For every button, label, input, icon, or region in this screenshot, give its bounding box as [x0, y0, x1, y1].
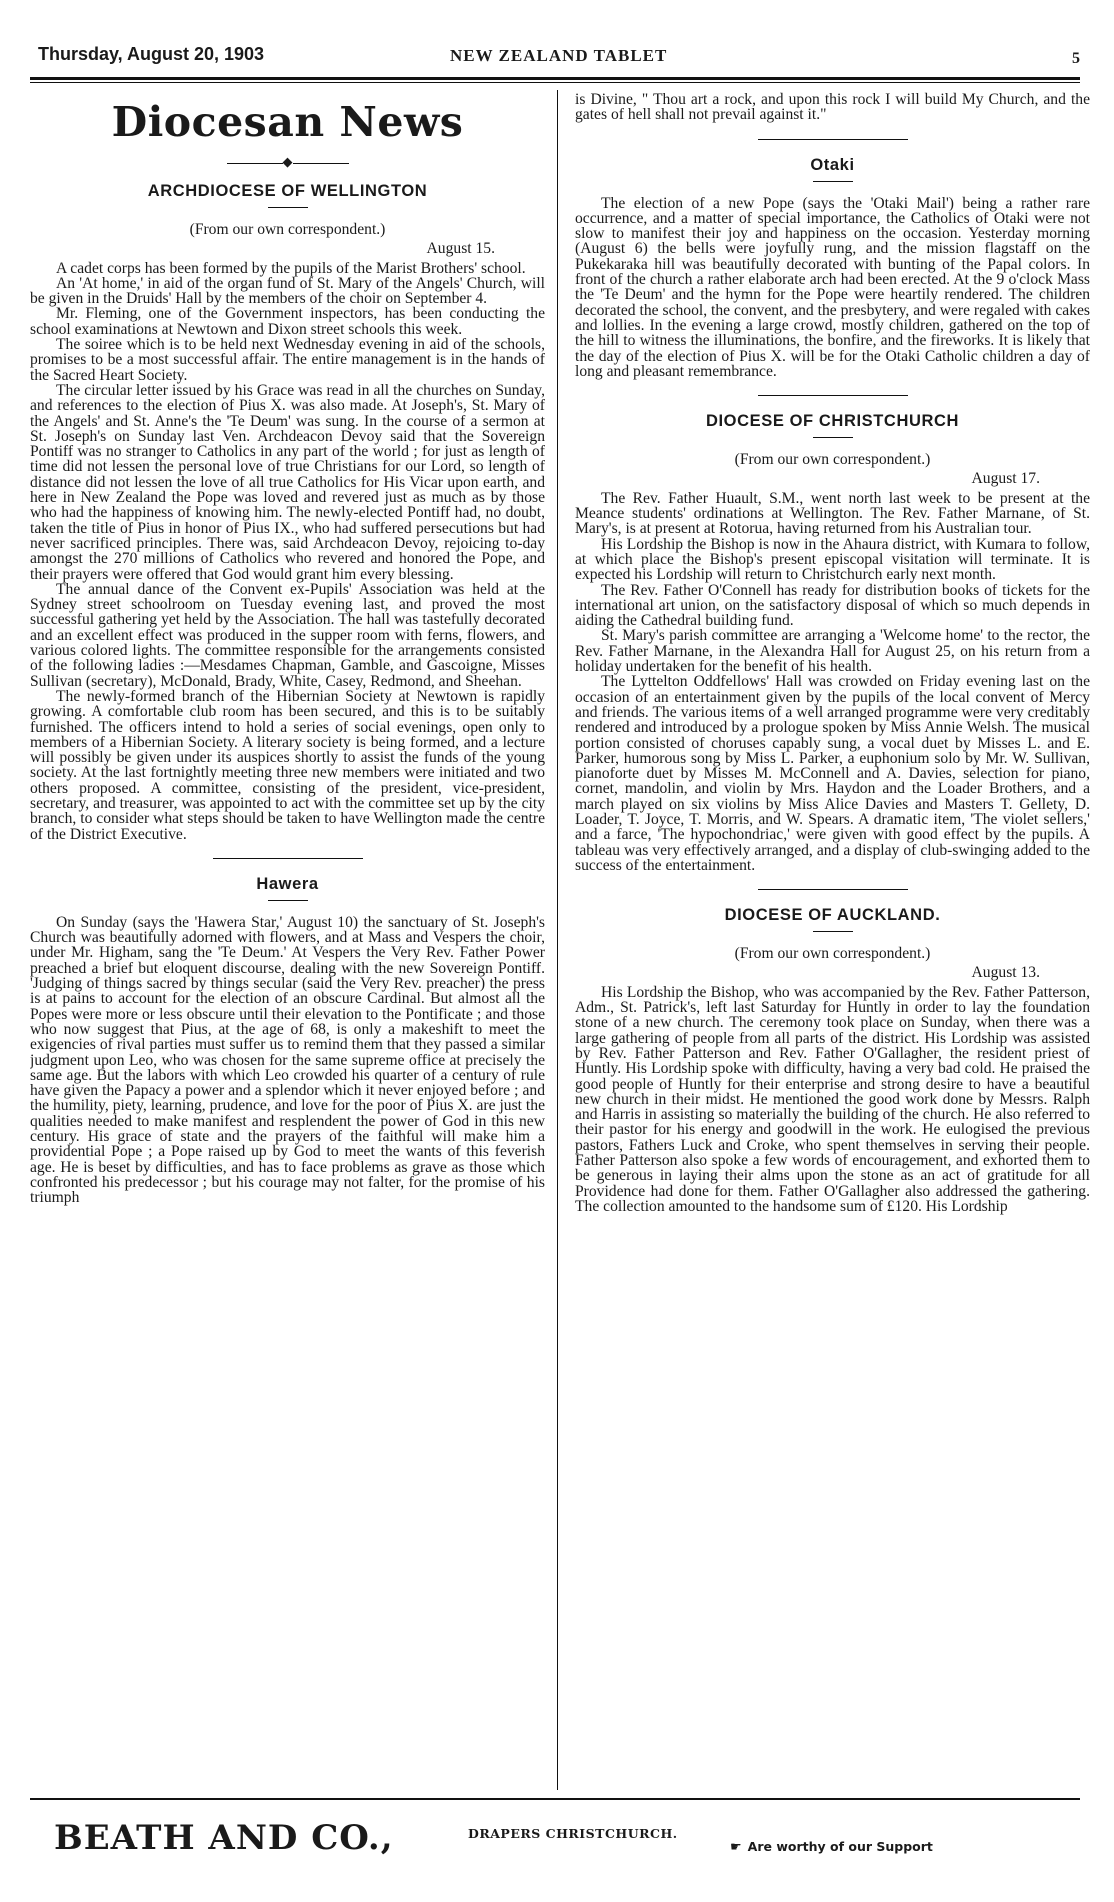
article-paragraph: His Lordship the Bishop is now in the Ahaura district, with Kumara to follow, at which place the Bishop's present episcopal visitation will terminate. It is expected his Lordship will return to Christchurch early next month. — [575, 535, 1090, 584]
article-paragraph: St. Mary's parish committee are arranging a 'Welcome home' to the rector, the Rev. Father Marnane, in the Alexandra Hall for August 25, on his return from a holiday undertaken for the benefit of his health. — [575, 627, 1090, 676]
header-rule-thick — [30, 77, 1080, 80]
heading-rule — [813, 931, 853, 932]
header-date: Thursday, August 20, 1903 — [38, 44, 265, 64]
section-heading: Hawera — [256, 874, 319, 893]
column-divider — [557, 90, 558, 1790]
section-otaki — [575, 156, 1090, 380]
section-separator — [758, 889, 908, 890]
heading-rule — [813, 437, 853, 438]
article-paragraph: The election of a new Pope (says the 'Otaki Mail') being a rather rare occurrence, and a matter of special importance, the Catholics of Otaki were not slow to manifest their joy and happiness on the occasion. Yesterday morning (August 6) the bells were joyfully rung, and the mission flagstaff on the Pukekaraka hill was beautifully decorated with bunting of the Papal colors. In front of the church a rather elaborate arch had been erected. At the 9 o'clock Mass the 'Te Deum' and the hymn for the Pope were heartily rendered. The children decorated the school, the convent, and the presbytery, and were regaled with cakes and lollies. In the evening a large crowd, mostly children, gathered on the top of the hill to witness the illuminations, the bonfire, and the fireworks. It is likely that the day of the election of Pius X. will be for the Otaki Catholic children a day of long and pleasant remembrance. — [575, 194, 1090, 380]
article-paragraph: The circular letter issued by his Grace was read in all the churches on Sunday, and references to the election of Pius X. was also made. At Joseph's, St. Mary of the Angels' and St. Anne's the 'Te Deum' was sung. In the course of a sermon at St. Joseph's on Sunday last Ven. Archdeacon Devoy said that the Sovereign Pontiff was no stranger to Catholics in any part of the world ; for just as length of time did not lessen the personal love of true Christians for our Lord, so length of distance did not lessen the love of all true Catholics for His Vicar upon earth, and here in New Zealand the Pope was loved and revered just as much as by those who had the happiness of knowing him. The newly-elected Pontiff had, no doubt, taken the title of Pius in honor of Pius IX., who had suffered persecutions but had never sacrificed principles. There was, said Archdeacon Devoy, rejoicing to-day amongst the 270 millions of Catholics who revered and honored the Pope, and their prayers were offered that God would grant him every blessing. — [30, 381, 545, 583]
correspondent-line: (From our own correspondent.) — [189, 221, 386, 238]
section-separator — [213, 858, 363, 859]
article-paragraph: The Rev. Father Huault, S.M., went north last week to be present at the Meance students' ordinations at Wellington. The Rev. Father Marnane, of St. Mary's, is at present at Rotorua, having returned from his Australian tour. — [575, 489, 1090, 538]
dateline: August 13. — [971, 964, 1040, 982]
article-paragraph: The annual dance of the Convent ex-Pupils' Association was held at the Sydney street schoolroom on Tuesday evening last, and proved the most successful gathering yet held by the Association. The hall was tastefully decorated and an excellent effect was produced in the supper room with ferns, flowers, and various colored lights. The committee responsible for the arrangements consisted of the following ladies :—Mesdames Chapman, Gamble, and Gascoigne, Misses Sullivan (secretary), McDonald, Brady, White, Casey, Redmond, and Sheehan. — [30, 580, 545, 690]
title-ornament — [30, 154, 545, 170]
article-paragraph: The Rev. Father O'Connell has ready for distribution books of tickets for the international art union, on the satisfactory disposal of which so much depends in aiding the Cathedral building fund. — [575, 581, 1090, 630]
heading-rule — [813, 181, 853, 182]
footer-advert — [30, 1810, 1080, 1870]
advertiser-trade: DRAPERS CHRISTCHURCH. — [468, 1826, 678, 1841]
article-paragraph: The soiree which is to be held next Wednesday evening in aid of the schools, promises to be a most successful affair. The entire management is in the hands of the Sacred Heart Society. — [30, 336, 545, 384]
section-heading: DIOCESE OF CHRISTCHURCH — [705, 412, 960, 431]
left-column — [30, 92, 545, 1790]
header-rule-thin — [30, 82, 1080, 83]
heading-rule — [268, 207, 308, 208]
footer-rule — [30, 1798, 1080, 1800]
pointing-hand-icon: ☛ — [730, 1840, 742, 1855]
article-paragraph: An 'At home,' in aid of the organ fund of St. Mary of the Angels' Church, will be given in the Druids' Hall by the members of the choir on September 4. — [30, 274, 545, 308]
section-christchurch — [575, 412, 1090, 873]
diamond-ornament-icon: ◆ — [282, 154, 293, 169]
dateline: August 15. — [426, 240, 495, 258]
article-paragraph: His Lordship the Bishop, who was accompanied by the Rev. Father Patterson, Adm., St. Patrick's, left last Saturday for Huntly in order to lay the foundation stone of a new church. The ceremony took place on Sunday, when there was a large gathering of people from all parts of the district. His Lordship was assisted by Rev. Father Patterson and Rev. Father O'Gallagher, the resident priest of Huntly. His Lordship spoke with difficulty, having a very bad cold. He praised the good people of Huntly for their enterprise and strong desire to have a beautiful new church in their midst. He mentioned the good work done by Messrs. Ralph and Harris in assisting so materially the building of the church. He also referred to their pastor for his energy and goodwill in the work. He eulogised the previous pastors, Fathers Luck and Croke, who spent themselves in serving their people. Father Patterson also spoke a few words of encouragement, and exhorted them to be generous in laying their alms upon the stone as an act of gratitude for all Providence had done for them. Father O'Gallagher also addressed the gathering. The collection amounted to the handsome sum of £120. His Lordship — [575, 983, 1090, 1215]
section-hawera — [30, 875, 545, 1206]
publication-title: NEW ZEALAND TABLET — [450, 46, 668, 65]
section-auckland — [575, 906, 1090, 1214]
section-separator — [758, 139, 908, 140]
correspondent-line: (From our own correspondent.) — [734, 451, 931, 469]
article-paragraph: The Lyttelton Oddfellows' Hall was crowded on Friday evening last on the occasion of an entertainment given by the pupils of the local convent of Mercy and friends. The various items of a well arranged programme were very creditably rendered and introduced by a prologue spoken by Miss Annie Welsh. The musical portion consisted of choruses capably sung, a vocal duet by Misses L. and E. Parker, humorous song by Miss L. Parker, a euphonium solo by Mr. W. Sullivan, pianoforte duet by Misses M. McConnell and A. Davies, selection for piano, cornet, mandolin, and violin by Mrs. Haydon and the Loader Brothers, and a march played on six violins by Miss Alice Davies and Masters T. Gellety, D. Loader, T. Joyce, T. Morris, and W. Spears. A dramatic item, 'The violet sellers,' and a farce, 'The hypochondriac,' were given with good effect by the pupils. A tableau was very effectively arranged, and a display of club-swinging added to the success of the entertainment. — [575, 673, 1090, 874]
page-title: Diocesan News — [111, 98, 464, 146]
article-paragraph: Mr. Fleming, one of the Government inspectors, has been conducting the school examinations at Newtown and Dixon street schools this week. — [30, 305, 545, 338]
slogan-text: Are worthy of our Support — [747, 1839, 933, 1854]
page-number: 5 — [1072, 50, 1080, 67]
advert-slogan — [730, 1839, 933, 1855]
article-paragraph: A cadet corps has been formed by the pupils of the Marist Brothers' school. — [56, 259, 526, 277]
heading-rule — [268, 900, 308, 901]
page-header — [30, 40, 1080, 74]
right-column — [575, 92, 1090, 1790]
article-paragraph: The newly-formed branch of the Hibernian Society at Newtown is rapidly growing. A comfortable club room has been secured, and this is to be suitably furnished. The officers intend to hold a series of social evenings, open only to members of a Hibernian Society. A literary society is being formed, and a lecture will possibly be given under its auspices shortly to assist the funds of the young society. At the last fortnightly meeting three new members were initiated and two others proposed. A committee, consisting of the president, vice-president, secretary, and treasurer, was appointed to act with the committee set up by the city branch, to consider what steps should be taken to have Wellington made the centre of the District Executive. — [30, 687, 545, 843]
continued-text: is Divine, " Thou art a rock, and upon this rock I will build My Church, and the gates of hell shall not prevail against it." — [575, 92, 1090, 124]
section-heading: Otaki — [810, 155, 855, 174]
section-heading: DIOCESE OF AUCKLAND. — [724, 906, 941, 925]
article-paragraph: On Sunday (says the 'Hawera Star,' August 10) the sanctuary of St. Joseph's Church was beautifully adorned with flowers, and at Mass and Vespers the choir, under Mr. Higham, sang the 'Te Deum.' At Vespers the Very Rev. Father Power preached a brief but eloquent discourse, dealing with the new Sovereign Pontiff. 'Judging of things sacred by things secular (said the Very Rev. preacher) the press is at pains to account for the election of an obscure Cardinal. But almost all the Popes were more or less obscure until their elevation to the Pontificate ; and those who now suggest that Pius, at the age of 68, is only a makeshift to meet the exigencies of rival parties must suffer us to remind them that they passed a similar judgment upon Leo, who was chosen for the same supreme office at precisely the same age. But the labors with which Leo crowded his quarter of a century of rule have given the Papacy a power and a splendor which it never enjoyed before ; and the humility, piety, learning, prudence, and love for the poor of Pius X. are just the qualities needed to make manifest and resplendent the power of God in this new century. His grace of state and the prayers of the faithful will make him a providential Pope ; a Pope raised up by God to meet the wants of this feverish age. He is beset by difficulties, and has to face problems as grave as those which confronted his predecessor ; but his courage may not falter, for the promise of his triumph — [30, 913, 545, 1207]
correspondent-line: (From our own correspondent.) — [734, 945, 931, 963]
section-separator — [758, 395, 908, 396]
section-wellington — [30, 182, 545, 842]
advertiser-name: BEATH AND CO., — [54, 1818, 394, 1858]
section-heading: ARCHDIOCESE OF WELLINGTON — [147, 182, 428, 200]
dateline: August 17. — [971, 470, 1040, 488]
